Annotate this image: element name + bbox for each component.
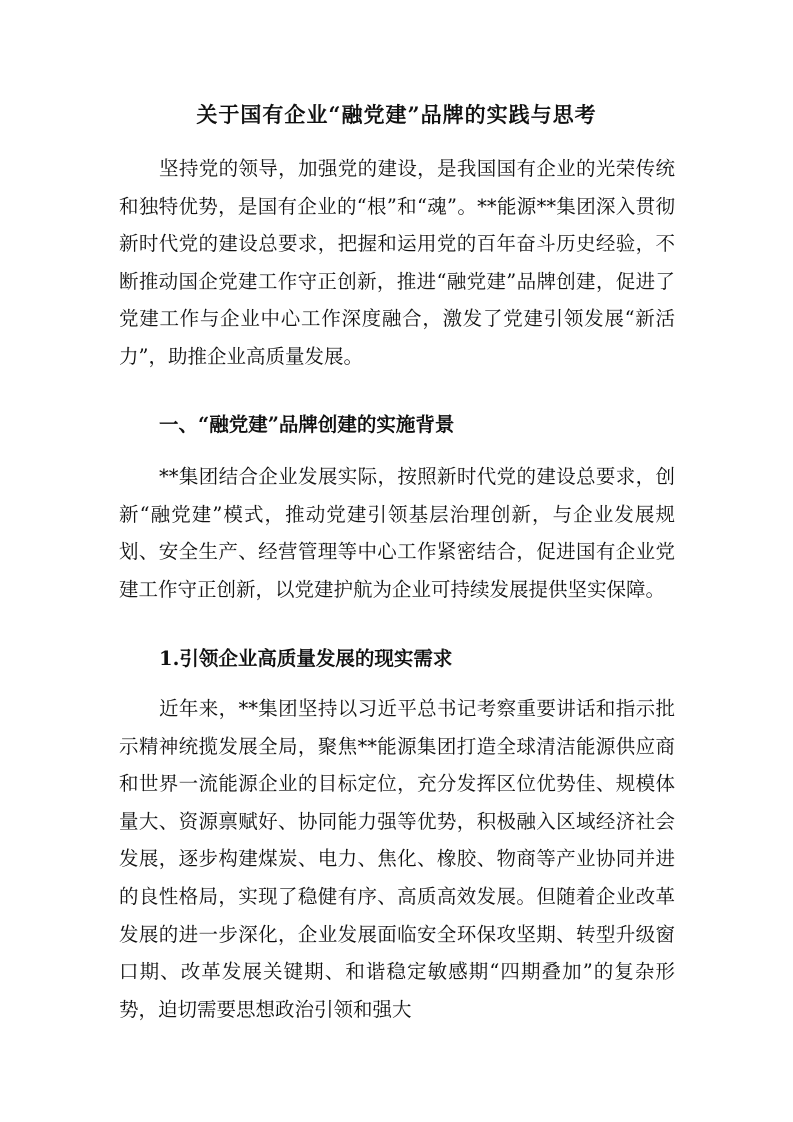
- section-background-paragraph: **集团结合企业发展实际，按照新时代党的建设总要求，创新“融党建”模式，推动党建引领基层治理创新，与企业发展规划、安全生产、经营管理等中心工作紧密结合，促进国有企业党建工作守正创新，以党建护航为企业可持续发展提供坚实保障。: [119, 465, 675, 601]
- subsection-heading-demand: 1.引领企业高质量发展的现实需求: [159, 647, 453, 670]
- intro-paragraph: 坚持党的领导，加强党的建设，是我国国有企业的光荣传统和独特优势，是国有企业的“根”和“魂”。**能源**集团深入贯彻新时代党的建设总要求，把握和运用党的百年奋斗历史经验，不断推动国企党建工作守正创新，推进“融党建”品牌创建，促进了党建工作与企业中心工作深度融合，激发了党建引领发展“新活力”，助推企业高质量发展。: [119, 157, 675, 368]
- document-title: 关于国有企业“融党建”品牌的实践与思考: [196, 102, 597, 127]
- section-heading-background: 一、“融党建”品牌创建的实施背景: [159, 413, 455, 436]
- subsection-demand-paragraph: 近年来，**集团坚持以习近平总书记考察重要讲话和指示批示精神统揽发展全局，聚焦**能源集团打造全球清洁能源供应商和世界一流能源企业的目标定位，充分发挥区位优势佳、规模体量大、资源禀赋好、协同能力强等优势，积极融入区域经济社会发展，逐步构建煤炭、电力、焦化、橡胶、物商等产业协同并进的良性格局，实现了稳健有序、高质高效发展。但随着企业改革发展的进一步深化，企业发展面临安全环保攻坚期、转型升级窗口期、改革发展关键期、和谐稳定敏感期“四期叠加”的复杂形势，迫切需要思想政治引领和强大: [119, 697, 675, 1021]
